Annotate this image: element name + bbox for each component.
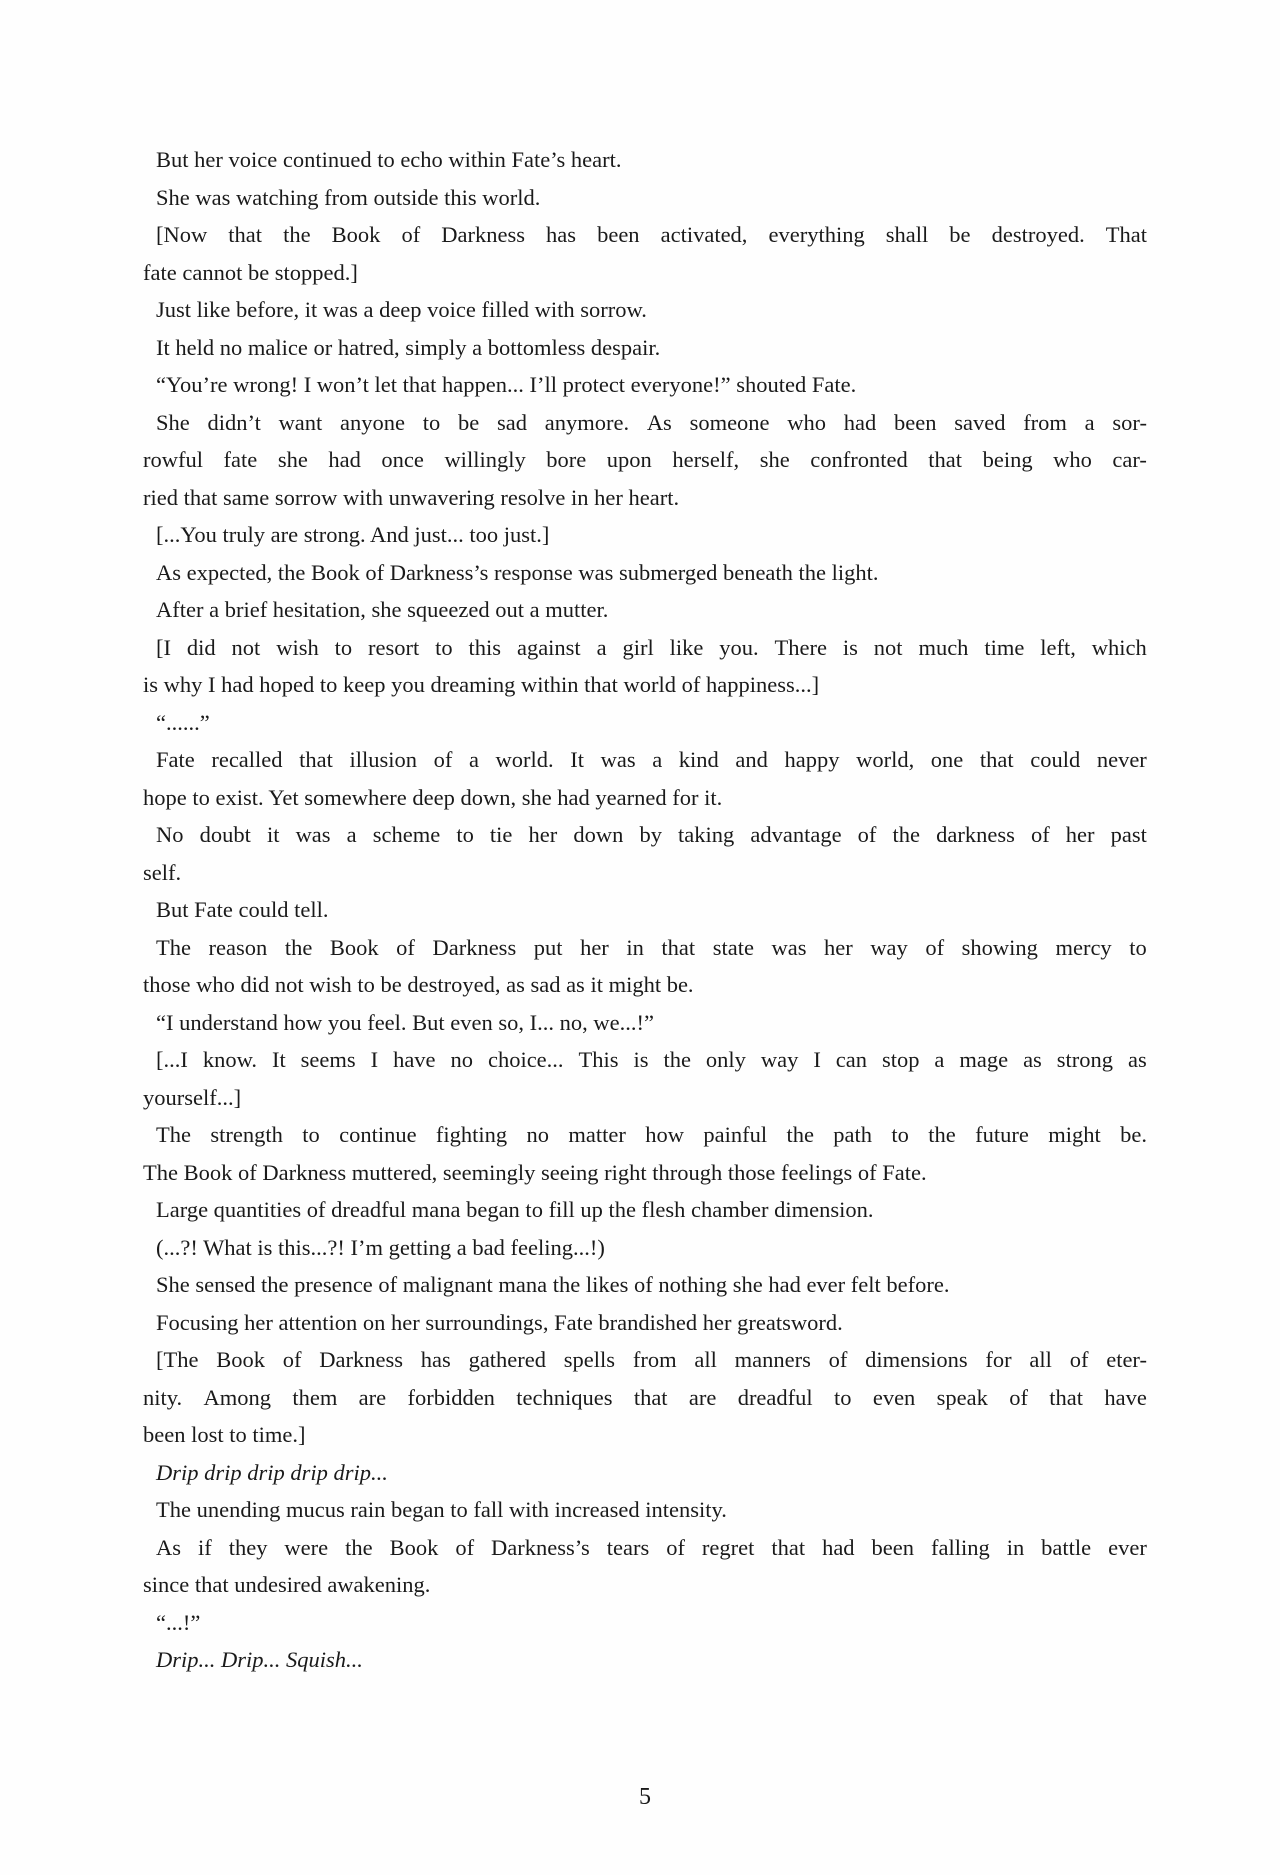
- text-line: [I did not wish to resort to this against a girl like you. There is not much time left, which: [156, 634, 1147, 660]
- text-line: Focusing her attention on her surroundings, Fate brandished her greatsword.: [156, 1309, 843, 1335]
- text-line: hope to exist. Yet somewhere deep down, she had yearned for it.: [143, 784, 723, 810]
- text-line: [The Book of Darkness has gathered spells from all manners of dimensions for all of eter-: [156, 1347, 1147, 1372]
- text-line: It held no malice or hatred, simply a bottomless despair.: [156, 334, 661, 360]
- text-line: self.: [143, 859, 182, 885]
- text-line: But Fate could tell.: [156, 897, 329, 922]
- text-line: As if they were the Book of Darkness’s tears of regret that had been falling in battle ever: [156, 1534, 1147, 1560]
- text-line: She was watching from outside this world.: [156, 184, 541, 210]
- text-line: [Now that the Book of Darkness has been activated, everything shall be destroyed. That: [156, 222, 1147, 247]
- text-line: “......”: [156, 709, 210, 735]
- text-line: yourself...]: [143, 1084, 242, 1110]
- page-number: 5: [639, 1784, 651, 1810]
- text-line: [...I know. It seems I have no choice... This is the only way I can stop a mage as strong as: [156, 1047, 1147, 1072]
- text-line: “...!”: [156, 1609, 201, 1635]
- text-line: Drip... Drip... Squish...: [156, 1647, 363, 1672]
- text-line: As expected, the Book of Darkness’s response was submerged beneath the light.: [156, 559, 879, 585]
- text-line: ried that same sorrow with unwavering resolve in her heart.: [143, 484, 680, 510]
- text-line: [...You truly are strong. And just... too just.]: [156, 522, 550, 547]
- text-line: since that undesired awakening.: [143, 1572, 431, 1597]
- text-line: been lost to time.]: [143, 1422, 306, 1447]
- text-line: fate cannot be stopped.]: [143, 259, 358, 285]
- text-line: But her voice continued to echo within Fate’s heart.: [156, 147, 622, 172]
- text-line: She didn’t want anyone to be sad anymore. As someone who had been saved from a sor-: [156, 409, 1147, 435]
- text-column: [143, 141, 1147, 1679]
- text-line: “You’re wrong! I won’t let that happen... I’ll protect everyone!” shouted Fate.: [156, 372, 857, 397]
- text-line: The reason the Book of Darkness put her in that state was her way of showing mercy to: [156, 934, 1147, 960]
- text-line: No doubt it was a scheme to tie her down by taking advantage of the darkness of her past: [156, 822, 1147, 847]
- text-line: After a brief hesitation, she squeezed out a mutter.: [156, 597, 609, 622]
- text-line: (...?! What is this...?! I’m getting a bad feeling...!): [156, 1234, 605, 1260]
- text-line: The unending mucus rain began to fall with increased intensity.: [156, 1497, 727, 1522]
- text-line: rowful fate she had once willingly bore upon herself, she confronted that being who car-: [143, 447, 1147, 472]
- text-line: Fate recalled that illusion of a world. It was a kind and happy world, one that could never: [156, 747, 1147, 772]
- text-line: The strength to continue fighting no matter how painful the path to the future might be.: [156, 1122, 1147, 1147]
- text-line: Drip drip drip drip drip...: [156, 1459, 388, 1485]
- text-line: is why I had hoped to keep you dreaming within that world of happiness...]: [143, 672, 820, 697]
- text-line: nity. Among them are forbidden techniques that are dreadful to even speak of that have: [143, 1384, 1147, 1410]
- text-line: those who did not wish to be destroyed, as sad as it might be.: [143, 972, 694, 997]
- text-line: Just like before, it was a deep voice filled with sorrow.: [156, 297, 647, 322]
- text-line: Large quantities of dreadful mana began to fill up the flesh chamber dimension.: [156, 1197, 874, 1222]
- text-line: The Book of Darkness muttered, seemingly seeing right through those feelings of Fate.: [143, 1159, 927, 1185]
- text-line: “I understand how you feel. But even so, I... no, we...!”: [156, 1009, 654, 1035]
- text-line: She sensed the presence of malignant mana the likes of nothing she had ever felt before.: [156, 1272, 950, 1297]
